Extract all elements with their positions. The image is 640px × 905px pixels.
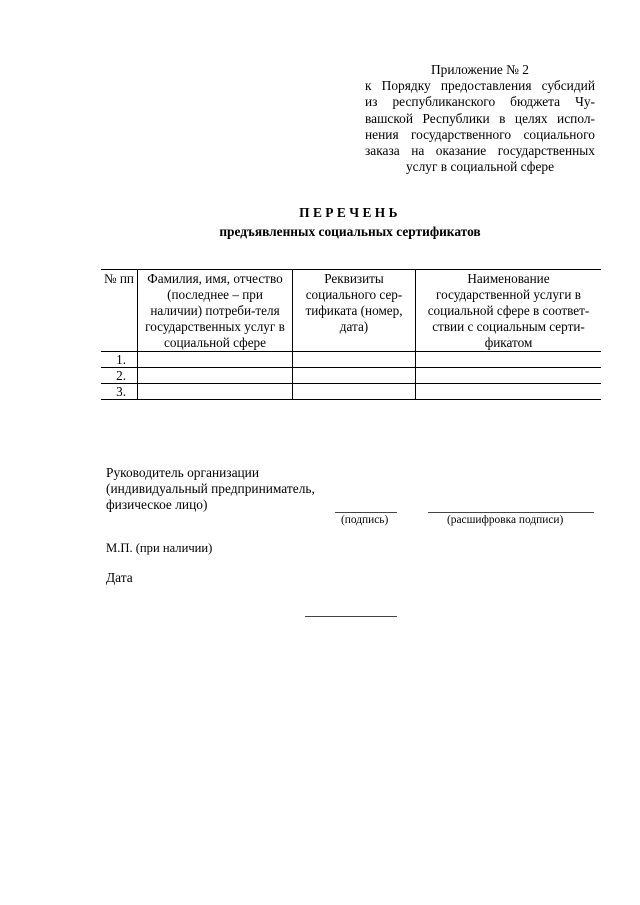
table-row [101,367,601,383]
cell-service-name [416,351,602,367]
cell-certificate-details [293,383,416,399]
appendix-block [365,62,595,175]
appendix-line: вашской Республики в целях испол- [365,110,595,126]
signatory-line: физическое лицо) [106,497,208,513]
certificates-table [101,269,601,400]
appendix-line: нения государственного социального [365,126,595,142]
table-row [101,351,601,367]
date-label: Дата [106,570,133,585]
cell-full-name [138,367,293,383]
header-certificate-details: Реквизиты социального сер-тификата (номер, дата) [293,270,416,352]
cell-certificate-details [293,367,416,383]
appendix-heading: Приложение № 2 [430,62,530,77]
document-title: ПЕРЕЧЕНЬ [299,205,401,220]
appendix-line: из республиканского бюджета Чу- [365,94,595,110]
signature-decode-caption: (расшифровка подписи) [447,514,564,526]
header-full-name: Фамилия, имя, отчество (последнее – при наличии) потреби-теля государственных услуг в социальной сфере [138,270,293,352]
header-number: № пп [101,270,138,352]
appendix-line: услуг в социальной сфере [405,159,555,175]
cell-full-name [138,351,293,367]
cell-full-name [138,383,293,399]
end-divider [305,616,397,617]
row-number: 3. [101,383,138,399]
header-service-name: Наименование государственной услуги в социальной сфере в соответ-ствии с социальным серти-фикатом [416,270,602,352]
appendix-line: заказа на оказание государственных [365,143,595,159]
row-number: 2. [101,367,138,383]
signature-decode-line [428,512,594,513]
appendix-line: к Порядку предоставления субсидий [365,78,595,94]
signatory-line: Руководитель организации [106,465,260,480]
cell-service-name [416,367,602,383]
table-row [101,383,601,399]
table-header-row [101,270,601,352]
signatory-line: (индивидуальный предприниматель, [106,481,315,497]
cell-certificate-details [293,351,416,367]
signature-caption: (подпись) [341,514,389,526]
signature-line [335,512,397,513]
row-number: 1. [101,351,138,367]
signatory-block [106,465,315,514]
document-subtitle: предъявленных социальных сертификатов [219,224,481,239]
stamp-label: М.П. (при наличии) [106,541,213,555]
cell-service-name [416,383,602,399]
